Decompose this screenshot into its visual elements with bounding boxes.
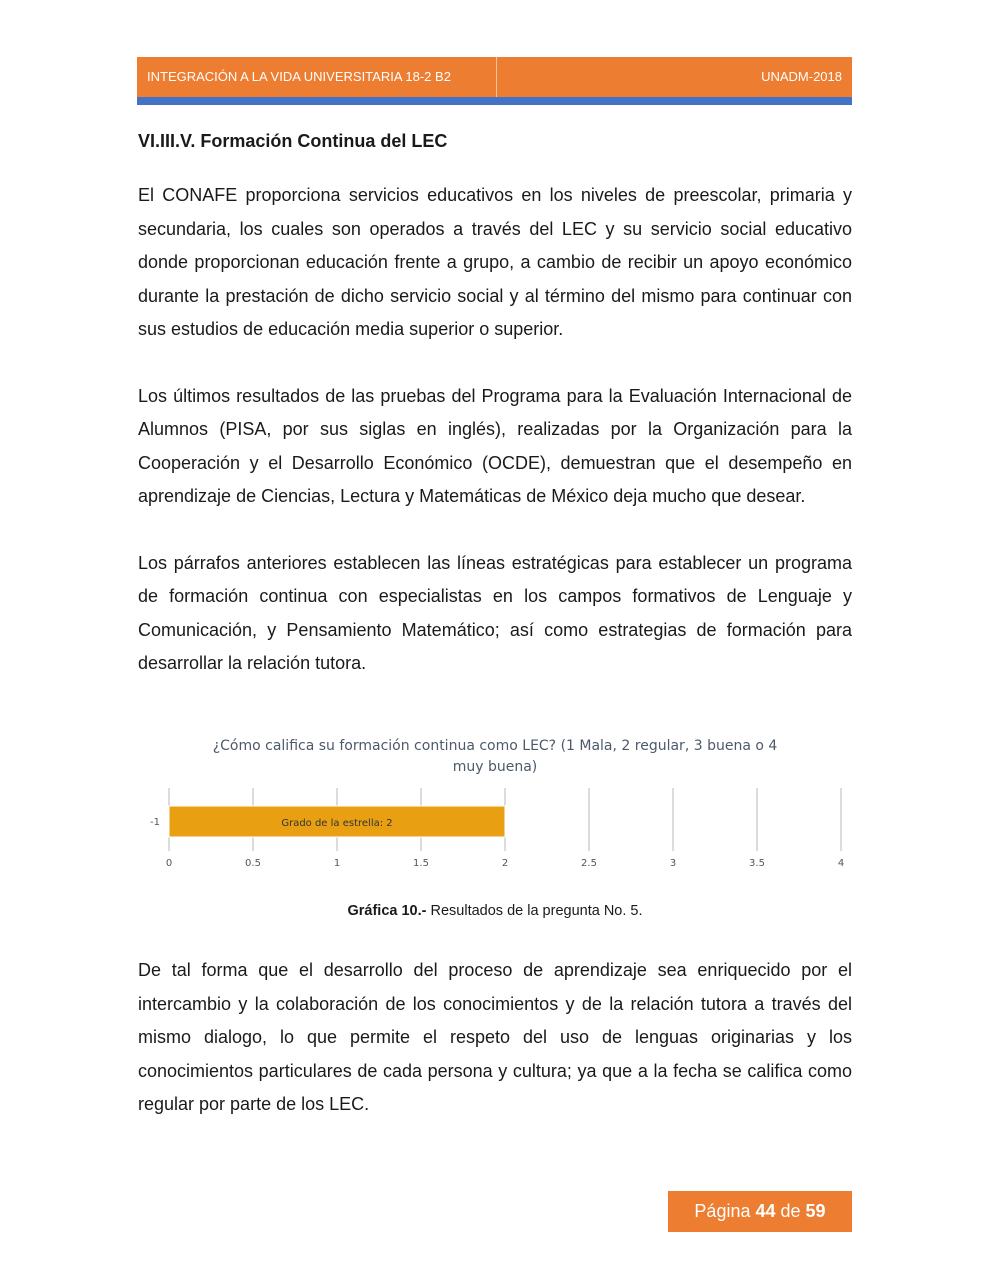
header-divider <box>496 57 497 97</box>
x-tick-label-3: 1.5 <box>413 858 429 869</box>
paragraph-2: Los últimos resultados de las pruebas del Programa para la Evaluación Internacional de Alumnos (PISA, por sus siglas en inglés), realizadas por la Organización para la Cooperación y el Desarrollo Económico (OCDE), demuestran que el desempeño en aprendizaje de Ciencias, Lectura y Matemáticas de México deja mucho que desear. <box>138 385 852 506</box>
rating-chart <box>138 732 852 877</box>
chart-title-line-1: ¿Cómo califica su formación continua como LEC? (1 Mala, 2 regular, 3 buena o 4 <box>212 738 778 754</box>
paragraph-1: El CONAFE proporciona servicios educativos en los niveles de preescolar, primaria y secundaria, los cuales son operados a través del LEC y su servicio social educativo donde proporcionan educación frente a grupo, a cambio de recibir un apoyo económico durante la prestación de dicho servicio social y al término del mismo para continuar con sus estudios de educación media superior o superior. <box>138 185 852 339</box>
x-tick-label-8: 4 <box>837 858 845 869</box>
pager-current: 44 <box>755 1201 776 1221</box>
section-title: VI.III.V. Formación Continua del LEC <box>138 131 448 151</box>
chart-x-axis <box>166 858 844 869</box>
caption-label: Gráfica 10.- <box>347 903 427 919</box>
header-institution: UNADM-2018 <box>761 69 842 84</box>
bar-label-0: Grado de la estrella: 2 <box>281 818 393 829</box>
header-bar <box>137 57 852 97</box>
x-tick-label-2: 1 <box>333 858 341 869</box>
chart-title-line-2: muy buena) <box>452 759 538 775</box>
pager-middle: de <box>775 1201 806 1221</box>
header-accent-line <box>137 97 852 105</box>
page-header <box>137 57 852 106</box>
main-content <box>138 128 852 714</box>
x-tick-label-6: 3 <box>669 858 677 869</box>
pager-total: 59 <box>805 1201 826 1221</box>
x-tick-label-5: 2.5 <box>581 858 597 869</box>
chart-category-label: -1 <box>150 817 160 828</box>
paragraph-3: Los párrafos anteriores establecen las líneas estratégicas para establecer un programa de formación continua con especialistas en los campos formativos de Lenguaje y Comunicación, y Pensamiento Matemático; así como estrategias de formación para desarrollar la relación tutora. <box>138 552 852 673</box>
chart-bars <box>169 806 505 837</box>
header-course-title: INTEGRACIÓN A LA VIDA UNIVERSITARIA 18-2 B2 <box>147 69 451 84</box>
x-tick-label-1: 0.5 <box>245 858 261 869</box>
page-number-badge <box>668 1191 852 1232</box>
x-tick-label-7: 3.5 <box>749 858 765 869</box>
pager-prefix: Página <box>694 1201 756 1221</box>
chart-caption <box>138 903 852 919</box>
x-tick-label-4: 2 <box>501 858 509 869</box>
caption-text: Resultados de la pregunta No. 5. <box>426 903 643 919</box>
chart-svg <box>138 732 852 877</box>
x-tick-label-0: 0 <box>165 858 173 869</box>
closing-section <box>138 954 852 1155</box>
paragraph-4: De tal forma que el desarrollo del proceso de aprendizaje sea enriquecido por el intercambio y la colaboración de los conocimientos y de la relación tutora a través del mismo dialogo, lo que permite el respeto del uso de lenguas originarias y los conocimientos particulares de cada persona y cultura; ya que a la fecha se califica como regular por parte de los LEC. <box>138 960 852 1114</box>
